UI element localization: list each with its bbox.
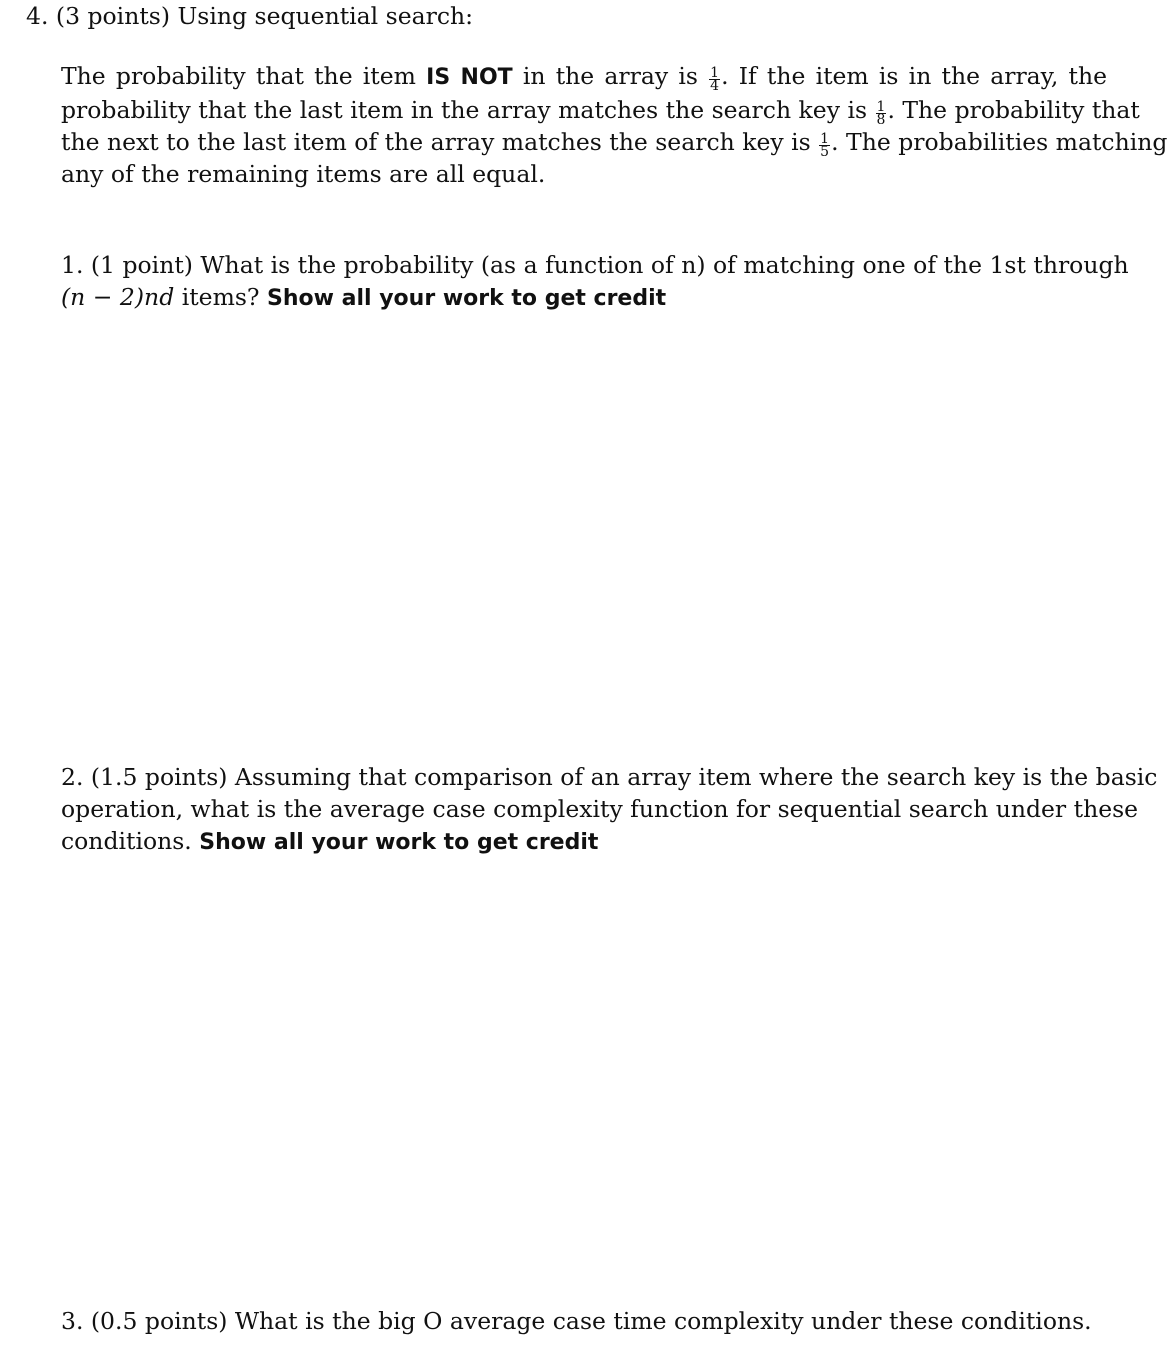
part-2-line-1: 2. (1.5 points) Assuming that comparison of an array item where the search key is the basic	[61, 763, 1158, 791]
intro-line-1: The probability that the item IS NOT in the array is $\frac{1}{4}$ . If the item is in the array, the	[61, 62, 1107, 94]
part-1-credit-note: Show all your work to get credit	[267, 286, 667, 311]
part-1-line-2: (n − 2)nd items? Show all your work to get credit	[61, 283, 667, 311]
is-not-emphasis: IS NOT	[426, 65, 513, 90]
intro-line-4: any of the remaining items are all equal.	[61, 160, 546, 188]
fraction-one-fifth: $\frac{1}{5}$	[820, 131, 830, 160]
fraction-one-quarter: $\frac{1}{4}$	[710, 65, 720, 94]
part-2-line-2: operation, what is the average case complexity function for sequential search under these	[61, 795, 1139, 823]
intro-paragraph	[61, 60, 1167, 190]
part-2-credit-note: Show all your work to get credit	[199, 830, 599, 855]
part-3-question	[61, 1305, 1107, 1337]
part-2-line-3: conditions. Show all your work to get credit	[61, 827, 599, 855]
question-points: (3 points)	[55, 2, 171, 30]
intro-line-2: probability that the last item in the array matches the search key is $\frac{1}{8}$ . The probability that	[61, 96, 1140, 128]
question-title: Using sequential search:	[177, 2, 474, 30]
intro-line-3: the next to the last item of the array matches the search key is $\frac{1}{5}$ . The probabilities matching	[61, 128, 1167, 160]
part-1-question	[61, 249, 1129, 315]
part-1-math: (n − 2)nd	[61, 283, 175, 311]
part-2-question	[61, 761, 1158, 859]
question-heading	[26, 0, 473, 32]
fraction-one-eighth: $\frac{1}{8}$	[876, 99, 886, 128]
question-number: 4.	[26, 2, 49, 30]
part-1-line-1: 1. (1 point) What is the probability (as a function of n) of matching one of the 1st through	[61, 251, 1129, 279]
part-3-text: 3. (0.5 points) What is the big O average case time complexity under these conditions.	[61, 1307, 1092, 1335]
